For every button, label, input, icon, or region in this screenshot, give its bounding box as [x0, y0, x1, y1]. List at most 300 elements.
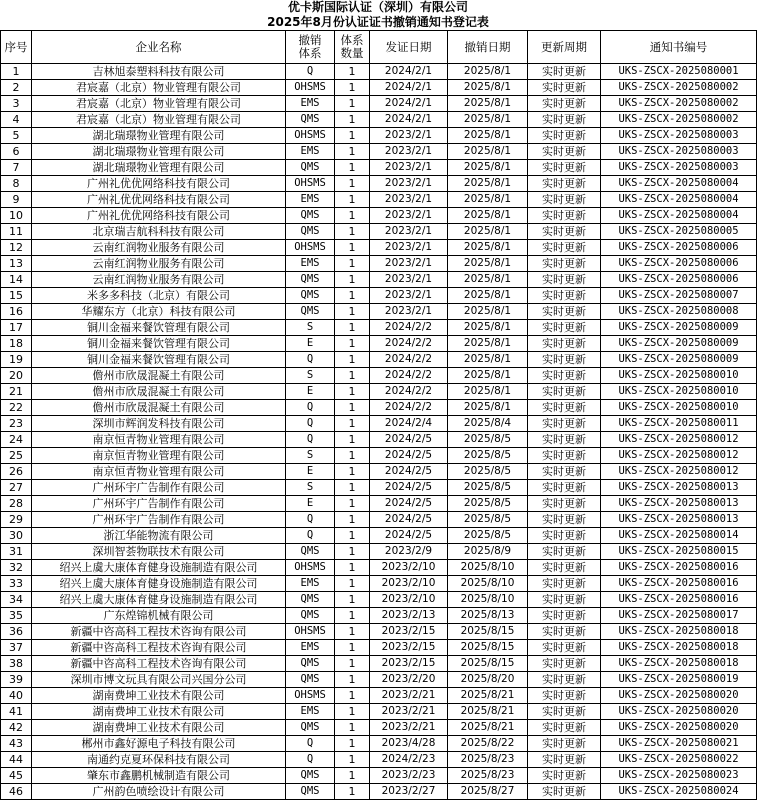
cell-system: QMS [286, 784, 335, 800]
cell-company-name: 深圳智荟物联技术有限公司 [32, 544, 286, 560]
table-row [1, 160, 757, 176]
cell-revoke-date: 2025/8/1 [448, 96, 528, 112]
cell-system: Q [286, 528, 335, 544]
cell-update-cycle: 实时更新 [528, 480, 601, 496]
cell-system-count: 1 [335, 512, 370, 528]
cell-notice-code: UKS-ZSCX-2025080007 [601, 288, 757, 304]
cell-system: OHSMS [286, 240, 335, 256]
cell-no: 29 [1, 512, 32, 528]
cell-no: 5 [1, 128, 32, 144]
cell-update-cycle: 实时更新 [528, 80, 601, 96]
cell-notice-code: UKS-ZSCX-2025080020 [601, 688, 757, 704]
cell-notice-code: UKS-ZSCX-2025080013 [601, 512, 757, 528]
cell-system: EMS [286, 576, 335, 592]
cell-issue-date: 2023/2/1 [370, 288, 448, 304]
cell-system: Q [286, 352, 335, 368]
cell-issue-date: 2024/2/5 [370, 432, 448, 448]
cell-system-count: 1 [335, 544, 370, 560]
cell-issue-date: 2024/2/1 [370, 112, 448, 128]
cell-system: QMS [286, 288, 335, 304]
cell-revoke-date: 2025/8/1 [448, 80, 528, 96]
cell-revoke-date: 2025/8/1 [448, 256, 528, 272]
cell-update-cycle: 实时更新 [528, 624, 601, 640]
cell-system: QMS [286, 160, 335, 176]
cell-no: 28 [1, 496, 32, 512]
cell-system-count: 1 [335, 256, 370, 272]
table-row [1, 192, 757, 208]
cell-revoke-date: 2025/8/21 [448, 688, 528, 704]
table-row [1, 96, 757, 112]
cell-issue-date: 2024/2/5 [370, 528, 448, 544]
cell-no: 4 [1, 112, 32, 128]
cell-notice-code: UKS-ZSCX-2025080013 [601, 496, 757, 512]
cell-notice-code: UKS-ZSCX-2025080017 [601, 608, 757, 624]
cell-update-cycle: 实时更新 [528, 544, 601, 560]
cell-issue-date: 2023/2/9 [370, 544, 448, 560]
cell-update-cycle: 实时更新 [528, 240, 601, 256]
table-row [1, 256, 757, 272]
cell-no: 44 [1, 752, 32, 768]
cell-company-name: 浙江华能物流有限公司 [32, 528, 286, 544]
cell-issue-date: 2024/2/5 [370, 512, 448, 528]
cell-issue-date: 2024/2/2 [370, 384, 448, 400]
cell-company-name: 儋州市欣晟混凝土有限公司 [32, 368, 286, 384]
table-row [1, 240, 757, 256]
cell-company-name: 北京瑞吉航科科技有限公司 [32, 224, 286, 240]
cell-no: 9 [1, 192, 32, 208]
cell-notice-code: UKS-ZSCX-2025080013 [601, 480, 757, 496]
cell-update-cycle: 实时更新 [528, 208, 601, 224]
cell-system-count: 1 [335, 128, 370, 144]
register-title: 2025年8月份认证证书撤销通知书登记表 [267, 15, 489, 29]
cell-no: 2 [1, 80, 32, 96]
cell-company-name: 广州韵色喷绘设计有限公司 [32, 784, 286, 800]
cell-system-count: 1 [335, 352, 370, 368]
cell-system: EMS [286, 144, 335, 160]
cell-revoke-date: 2025/8/15 [448, 624, 528, 640]
table-row [1, 768, 757, 784]
cell-no: 6 [1, 144, 32, 160]
cell-system-count: 1 [335, 720, 370, 736]
cell-company-name: 铜川金福来餐饮管理有限公司 [32, 336, 286, 352]
col-header-count-text: 体系数量 [340, 33, 364, 60]
cell-update-cycle: 实时更新 [528, 336, 601, 352]
cell-no: 20 [1, 368, 32, 384]
cell-system-count: 1 [335, 336, 370, 352]
cell-issue-date: 2023/2/23 [370, 768, 448, 784]
cell-update-cycle: 实时更新 [528, 112, 601, 128]
cell-notice-code: UKS-ZSCX-2025080012 [601, 432, 757, 448]
cell-system: E [286, 496, 335, 512]
cell-issue-date: 2023/2/1 [370, 272, 448, 288]
table-row [1, 784, 757, 800]
cell-revoke-date: 2025/8/1 [448, 288, 528, 304]
cell-notice-code: UKS-ZSCX-2025080002 [601, 80, 757, 96]
cell-notice-code: UKS-ZSCX-2025080010 [601, 400, 757, 416]
cell-system-count: 1 [335, 64, 370, 80]
cell-system: QMS [286, 208, 335, 224]
cell-no: 1 [1, 64, 32, 80]
table-row [1, 400, 757, 416]
cell-revoke-date: 2025/8/1 [448, 368, 528, 384]
cell-system: EMS [286, 256, 335, 272]
cell-update-cycle: 实时更新 [528, 592, 601, 608]
cell-revoke-date: 2025/8/1 [448, 208, 528, 224]
cell-issue-date: 2024/2/2 [370, 368, 448, 384]
cell-notice-code: UKS-ZSCX-2025080016 [601, 560, 757, 576]
cell-no: 12 [1, 240, 32, 256]
cell-update-cycle: 实时更新 [528, 352, 601, 368]
cell-company-name: 云南红润物业服务有限公司 [32, 256, 286, 272]
cell-update-cycle: 实时更新 [528, 144, 601, 160]
cell-system-count: 1 [335, 176, 370, 192]
cell-no: 25 [1, 448, 32, 464]
cell-revoke-date: 2025/8/1 [448, 160, 528, 176]
cell-notice-code: UKS-ZSCX-2025080018 [601, 624, 757, 640]
table-row [1, 544, 757, 560]
table-row [1, 464, 757, 480]
cell-notice-code: UKS-ZSCX-2025080006 [601, 240, 757, 256]
cell-update-cycle: 实时更新 [528, 560, 601, 576]
cell-system: Q [286, 64, 335, 80]
cell-system-count: 1 [335, 736, 370, 752]
table-row [1, 480, 757, 496]
cell-update-cycle: 实时更新 [528, 224, 601, 240]
cell-update-cycle: 实时更新 [528, 416, 601, 432]
cell-revoke-date: 2025/8/1 [448, 128, 528, 144]
cell-issue-date: 2024/2/2 [370, 352, 448, 368]
col-header-update-cycle: 更新周期 [528, 31, 601, 64]
cell-issue-date: 2024/2/2 [370, 336, 448, 352]
cell-notice-code: UKS-ZSCX-2025080002 [601, 96, 757, 112]
table-row [1, 640, 757, 656]
cell-no: 14 [1, 272, 32, 288]
cell-system-count: 1 [335, 656, 370, 672]
cell-revoke-date: 2025/8/21 [448, 720, 528, 736]
table-row [1, 64, 757, 80]
cell-update-cycle: 实时更新 [528, 496, 601, 512]
cell-system: E [286, 336, 335, 352]
cell-issue-date: 2023/2/1 [370, 256, 448, 272]
cell-issue-date: 2023/2/13 [370, 608, 448, 624]
cell-system-count: 1 [335, 640, 370, 656]
cell-notice-code: UKS-ZSCX-2025080003 [601, 144, 757, 160]
col-header-company: 企业名称 [32, 31, 286, 64]
cell-system: QMS [286, 768, 335, 784]
cell-revoke-date: 2025/8/5 [448, 464, 528, 480]
cell-system-count: 1 [335, 496, 370, 512]
cell-notice-code: UKS-ZSCX-2025080001 [601, 64, 757, 80]
cell-notice-code: UKS-ZSCX-2025080004 [601, 176, 757, 192]
cell-system-count: 1 [335, 688, 370, 704]
cell-company-name: 湖北瑞璟物业管理有限公司 [32, 160, 286, 176]
cell-system-count: 1 [335, 272, 370, 288]
cell-system: QMS [286, 720, 335, 736]
cell-notice-code: UKS-ZSCX-2025080008 [601, 304, 757, 320]
cell-company-name: 南京恒青物业管理有限公司 [32, 432, 286, 448]
cell-company-name: 云南红润物业服务有限公司 [32, 272, 286, 288]
cell-revoke-date: 2025/8/21 [448, 704, 528, 720]
cell-company-name: 广州环宇广告制作有限公司 [32, 480, 286, 496]
cell-system-count: 1 [335, 432, 370, 448]
cell-revoke-date: 2025/8/1 [448, 352, 528, 368]
cell-update-cycle: 实时更新 [528, 432, 601, 448]
cell-system: S [286, 480, 335, 496]
cell-update-cycle: 实时更新 [528, 288, 601, 304]
cell-company-name: 吉林旭泰塑料科技有限公司 [32, 64, 286, 80]
cell-system-count: 1 [335, 672, 370, 688]
cell-revoke-date: 2025/8/4 [448, 416, 528, 432]
cell-revoke-date: 2025/8/1 [448, 320, 528, 336]
cell-company-name: 铜川金福来餐饮管理有限公司 [32, 320, 286, 336]
cell-notice-code: UKS-ZSCX-2025080011 [601, 416, 757, 432]
cell-system-count: 1 [335, 192, 370, 208]
cell-update-cycle: 实时更新 [528, 640, 601, 656]
cell-system-count: 1 [335, 464, 370, 480]
cell-system: Q [286, 736, 335, 752]
cell-notice-code: UKS-ZSCX-2025080003 [601, 160, 757, 176]
cell-notice-code: UKS-ZSCX-2025080004 [601, 192, 757, 208]
cell-company-name: 君宸嘉（北京）物业管理有限公司 [32, 80, 286, 96]
table-row [1, 128, 757, 144]
cell-company-name: 南京恒青物业管理有限公司 [32, 464, 286, 480]
cell-issue-date: 2024/2/1 [370, 96, 448, 112]
table-row [1, 672, 757, 688]
cell-system: E [286, 384, 335, 400]
table-row [1, 528, 757, 544]
cell-revoke-date: 2025/8/23 [448, 768, 528, 784]
cell-system: EMS [286, 640, 335, 656]
cell-notice-code: UKS-ZSCX-2025080019 [601, 672, 757, 688]
cell-update-cycle: 实时更新 [528, 304, 601, 320]
cell-company-name: 广州礼优优网络科技有限公司 [32, 176, 286, 192]
cell-issue-date: 2024/2/5 [370, 496, 448, 512]
cell-update-cycle: 实时更新 [528, 368, 601, 384]
cell-no: 26 [1, 464, 32, 480]
cell-company-name: 南通约克夏环保科技有限公司 [32, 752, 286, 768]
cell-revoke-date: 2025/8/1 [448, 64, 528, 80]
cell-system-count: 1 [335, 704, 370, 720]
cell-no: 40 [1, 688, 32, 704]
cell-notice-code: UKS-ZSCX-2025080006 [601, 272, 757, 288]
cell-revoke-date: 2025/8/13 [448, 608, 528, 624]
cell-notice-code: UKS-ZSCX-2025080004 [601, 208, 757, 224]
cell-no: 45 [1, 768, 32, 784]
cell-update-cycle: 实时更新 [528, 128, 601, 144]
cell-no: 35 [1, 608, 32, 624]
table-row [1, 592, 757, 608]
cell-revoke-date: 2025/8/1 [448, 384, 528, 400]
cell-company-name: 绍兴上虞大康体育健身设施制造有限公司 [32, 592, 286, 608]
cell-update-cycle: 实时更新 [528, 704, 601, 720]
cell-issue-date: 2023/2/10 [370, 560, 448, 576]
cell-revoke-date: 2025/8/15 [448, 640, 528, 656]
cell-no: 21 [1, 384, 32, 400]
cell-no: 36 [1, 624, 32, 640]
cell-system: OHSMS [286, 128, 335, 144]
cell-company-name: 新疆中咨高科工程技术咨询有限公司 [32, 624, 286, 640]
cell-company-name: 湖南费坤工业技术有限公司 [32, 720, 286, 736]
cell-notice-code: UKS-ZSCX-2025080009 [601, 352, 757, 368]
cell-system: QMS [286, 112, 335, 128]
col-header-notice-code: 通知书编号 [601, 31, 757, 64]
table-row [1, 560, 757, 576]
cell-system-count: 1 [335, 608, 370, 624]
cell-no: 43 [1, 736, 32, 752]
cell-company-name: 儋州市欣晟混凝土有限公司 [32, 384, 286, 400]
cell-no: 19 [1, 352, 32, 368]
table-row [1, 432, 757, 448]
cell-issue-date: 2024/2/1 [370, 64, 448, 80]
table-row [1, 224, 757, 240]
cell-update-cycle: 实时更新 [528, 400, 601, 416]
table-row [1, 144, 757, 160]
cell-system: QMS [286, 608, 335, 624]
cell-revoke-date: 2025/8/1 [448, 400, 528, 416]
cell-system-count: 1 [335, 208, 370, 224]
cell-issue-date: 2023/2/1 [370, 304, 448, 320]
cell-system-count: 1 [335, 304, 370, 320]
cell-notice-code: UKS-ZSCX-2025080021 [601, 736, 757, 752]
cell-issue-date: 2023/2/1 [370, 240, 448, 256]
cell-company-name: 深圳市博文玩具有限公司兴国分公司 [32, 672, 286, 688]
cell-system-count: 1 [335, 624, 370, 640]
table-row [1, 496, 757, 512]
cell-update-cycle: 实时更新 [528, 464, 601, 480]
table-row [1, 576, 757, 592]
cell-no: 16 [1, 304, 32, 320]
cell-revoke-date: 2025/8/1 [448, 176, 528, 192]
cell-issue-date: 2024/2/4 [370, 416, 448, 432]
cell-notice-code: UKS-ZSCX-2025080023 [601, 768, 757, 784]
cell-system: OHSMS [286, 624, 335, 640]
cell-issue-date: 2023/2/1 [370, 128, 448, 144]
cell-company-name: 广州礼优优网络科技有限公司 [32, 192, 286, 208]
cell-company-name: 广东煌锦机械有限公司 [32, 608, 286, 624]
cell-system-count: 1 [335, 288, 370, 304]
cell-notice-code: UKS-ZSCX-2025080016 [601, 576, 757, 592]
cell-revoke-date: 2025/8/1 [448, 224, 528, 240]
cell-system-count: 1 [335, 448, 370, 464]
cell-no: 10 [1, 208, 32, 224]
cell-system-count: 1 [335, 480, 370, 496]
cell-revoke-date: 2025/8/23 [448, 752, 528, 768]
cell-company-name: 湖南费坤工业技术有限公司 [32, 704, 286, 720]
cell-issue-date: 2024/2/5 [370, 480, 448, 496]
cell-system-count: 1 [335, 320, 370, 336]
cell-no: 23 [1, 416, 32, 432]
cell-system: E [286, 464, 335, 480]
cell-update-cycle: 实时更新 [528, 512, 601, 528]
cell-update-cycle: 实时更新 [528, 320, 601, 336]
cell-issue-date: 2023/2/1 [370, 208, 448, 224]
cell-system: Q [286, 400, 335, 416]
cell-no: 17 [1, 320, 32, 336]
cell-notice-code: UKS-ZSCX-2025080022 [601, 752, 757, 768]
cell-system: Q [286, 752, 335, 768]
cell-notice-code: UKS-ZSCX-2025080015 [601, 544, 757, 560]
cell-revoke-date: 2025/8/1 [448, 336, 528, 352]
cell-system-count: 1 [335, 80, 370, 96]
table-row [1, 512, 757, 528]
cell-update-cycle: 实时更新 [528, 672, 601, 688]
cell-notice-code: UKS-ZSCX-2025080018 [601, 656, 757, 672]
cell-system: EMS [286, 704, 335, 720]
cell-no: 34 [1, 592, 32, 608]
table-row [1, 336, 757, 352]
cell-system-count: 1 [335, 560, 370, 576]
cell-no: 38 [1, 656, 32, 672]
cell-company-name: 华耀东方（北京）科技有限公司 [32, 304, 286, 320]
cell-revoke-date: 2025/8/9 [448, 544, 528, 560]
cell-update-cycle: 实时更新 [528, 720, 601, 736]
cell-company-name: 儋州市欣晟混凝土有限公司 [32, 400, 286, 416]
cell-revoke-date: 2025/8/5 [448, 528, 528, 544]
cell-company-name: 深圳市辉润发科技有限公司 [32, 416, 286, 432]
cell-issue-date: 2023/2/21 [370, 720, 448, 736]
cell-notice-code: UKS-ZSCX-2025080012 [601, 464, 757, 480]
cell-notice-code: UKS-ZSCX-2025080020 [601, 704, 757, 720]
cell-system-count: 1 [335, 384, 370, 400]
table-row [1, 416, 757, 432]
cell-update-cycle: 实时更新 [528, 736, 601, 752]
cell-update-cycle: 实时更新 [528, 176, 601, 192]
cell-no: 18 [1, 336, 32, 352]
table-row [1, 608, 757, 624]
cell-system: EMS [286, 96, 335, 112]
cell-company-name: 广州礼优优网络科技有限公司 [32, 208, 286, 224]
cell-system-count: 1 [335, 400, 370, 416]
table-row [1, 384, 757, 400]
cell-notice-code: UKS-ZSCX-2025080012 [601, 448, 757, 464]
cell-system-count: 1 [335, 96, 370, 112]
cell-notice-code: UKS-ZSCX-2025080003 [601, 128, 757, 144]
cell-company-name: 绍兴上虞大康体育健身设施制造有限公司 [32, 560, 286, 576]
cell-notice-code: UKS-ZSCX-2025080014 [601, 528, 757, 544]
cell-system: QMS [286, 544, 335, 560]
revocation-table [0, 30, 757, 800]
cell-no: 8 [1, 176, 32, 192]
cell-system: QMS [286, 304, 335, 320]
cell-system: OHSMS [286, 176, 335, 192]
cell-no: 15 [1, 288, 32, 304]
cell-update-cycle: 实时更新 [528, 256, 601, 272]
cell-revoke-date: 2025/8/20 [448, 672, 528, 688]
cell-notice-code: UKS-ZSCX-2025080009 [601, 320, 757, 336]
cell-revoke-date: 2025/8/10 [448, 576, 528, 592]
cell-notice-code: UKS-ZSCX-2025080010 [601, 384, 757, 400]
table-row [1, 368, 757, 384]
cell-system: QMS [286, 272, 335, 288]
cell-system: QMS [286, 672, 335, 688]
cell-system-count: 1 [335, 528, 370, 544]
table-row [1, 272, 757, 288]
cell-revoke-date: 2025/8/10 [448, 560, 528, 576]
cell-no: 30 [1, 528, 32, 544]
cell-no: 42 [1, 720, 32, 736]
table-row [1, 208, 757, 224]
cell-issue-date: 2023/2/20 [370, 672, 448, 688]
col-header-revoke-date: 撤销日期 [448, 31, 528, 64]
cell-revoke-date: 2025/8/15 [448, 656, 528, 672]
cell-company-name: 新疆中咨高科工程技术咨询有限公司 [32, 640, 286, 656]
cell-update-cycle: 实时更新 [528, 688, 601, 704]
cell-issue-date: 2023/2/1 [370, 192, 448, 208]
cell-update-cycle: 实时更新 [528, 656, 601, 672]
col-header-count [335, 31, 370, 64]
cell-system-count: 1 [335, 368, 370, 384]
cell-issue-date: 2023/2/15 [370, 640, 448, 656]
